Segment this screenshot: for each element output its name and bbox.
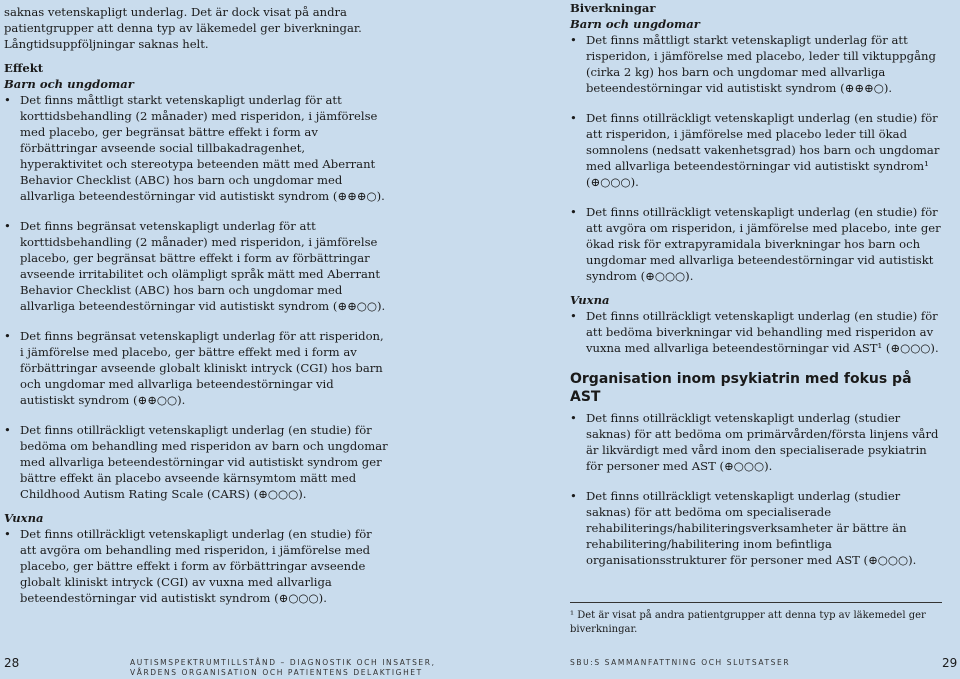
right-column [570,0,942,568]
children-heading: Barn och ungdomar [570,17,700,31]
adults-side-effects-list [570,308,942,356]
list-item: • Det finns måttligt starkt vetenskapligt underlag för att risperidon, i jämförelse med placebo, leder till viktuppgång (cirka 2 kg) hos barn och ungdomar med allvarliga beteendestörningar vid autistiskt syndrom (⊕⊕⊕○). [570,32,942,96]
adults-heading: Vuxna [4,511,44,525]
intro-paragraph: saknas vetenskapligt underlag. Det är dock visat på andra patientgrupper att denna typ av läkemedel ger biverkningar. Långtidsuppföljningar saknas helt. [4,5,362,51]
organisation-list [570,410,942,568]
list-item: • Det finns begränsat vetenskapligt underlag för att korttidsbehandling (2 månader) med risperidon, i jämförelse placebo, ger begränsat bättre effekt i form av förbättringar avseende irritabilitet och olämpligt språk mätt med Aberrant Behavior Checklist (ABC) hos barn och ungdomar med allvarliga beteendestörningar vid autistiskt syndrom (⊕⊕○○). [4,218,390,314]
right-page [480,0,960,679]
list-item: • Det finns otillräckligt vetenskapligt underlag (studier saknas) för att bedöma om specialiserade rehabiliterings/habiliteringsverksamheter är bättre än rehabilitering/habilitering inom befintliga organisationsstrukturer för personer med AST (⊕○○○). [570,488,942,568]
running-header-line: VÅRDENS ORGANISATION OCH PATIENTENS DELAKTIGHET [130,668,423,677]
list-item: • Det finns otillräckligt vetenskapligt underlag (en studie) för bedöma om behandling med risperidon av barn och ungdomar med allvarliga beteendestörningar vid autistiskt syndrom ger bättre effekt än placebo avseende kärnsymtom mätt med Childhood Autism Rating Scale (CARS) (⊕○○○). [4,422,390,502]
list-item: • Det finns otillräckligt vetenskapligt underlag (en studie) för att avgöra om behandling med risperidon, i jämförelse med placebo, ger bättre effekt i form av förbättringar avseende globalt kliniskt intryck (CGI) av vuxna med allvarliga beteendestörningar vid autistiskt syndrom (⊕○○○). [4,526,390,606]
organisation-heading: Organisation inom psykiatrin med fokus på AST [570,371,912,405]
running-header: SBU:S SAMMANFATTNING OCH SLUTSATSER [570,658,791,667]
list-item: • Det finns otillräckligt vetenskapligt underlag (en studie) för att risperidon, i jämförelse med placebo leder till ökad somnolens (nedsatt vakenhetsgrad) hos barn och ungdomar med allvarliga beteendestörningar vid autistiskt syndrom¹ (⊕○○○). [570,110,942,190]
list-item: • Det finns otillräckligt vetenskapligt underlag (en studie) för att avgöra om risperidon, i jämförelse med placebo, inte ger ökad risk för extrapyramidala biverkningar hos barn och ungdomar med allvarliga beteendestörningar vid autistiskt syndrom (⊕○○○). [570,204,942,284]
page-number: 29 [942,656,958,670]
left-column [4,4,390,606]
children-effect-list [4,92,390,502]
running-header-line: AUTISMSPEKTRUMTILLSTÅND – DIAGNOSTIK OCH INSATSER, [130,658,436,667]
side-effects-heading: Biverkningar [570,1,656,15]
list-item: • Det finns måttligt starkt vetenskapligt underlag för att korttidsbehandling (2 månader) med risperidon, i jämförelse med placebo, ger begränsat bättre effekt i form av förbättringar avseende social tillbakadragenhet, hyperaktivitet och stereotypa beteenden mätt med Aberrant Behavior Checklist (ABC) hos barn och ungdomar med allvarliga beteendestörningar vid autistiskt syndrom (⊕⊕⊕○). [4,92,390,204]
children-side-effects-list [570,32,942,284]
list-item: • Det finns otillräckligt vetenskapligt underlag (en studie) för att bedöma biverkningar vid behandling med risperidon av vuxna med allvarliga beteendestörningar vid AST¹ (⊕○○○). [570,308,942,356]
effect-heading: Effekt [4,61,44,75]
adults-effect-list [4,526,390,606]
running-header [130,658,436,678]
list-item: • Det finns begränsat vetenskapligt underlag för att risperidon, i jämförelse med placebo, ger bättre effekt med i form av förbättringar avseende globalt kliniskt intryck (CGI) hos barn och ungdomar med allvarliga beteendestörningar vid autistiskt syndrom (⊕⊕○○). [4,328,390,408]
list-item: • Det finns otillräckligt vetenskapligt underlag (studier saknas) för att bedöma om primärvården/första linjens vård är likvärdigt med vård inom den specialiserade psykiatrin för personer med AST (⊕○○○). [570,410,942,474]
children-heading: Barn och ungdomar [4,77,134,91]
page-number: 28 [4,656,20,670]
footnote: ¹ Det är visat på andra patientgrupper att denna typ av läkemedel ger biverkningar. [570,602,942,637]
adults-heading: Vuxna [570,293,610,307]
